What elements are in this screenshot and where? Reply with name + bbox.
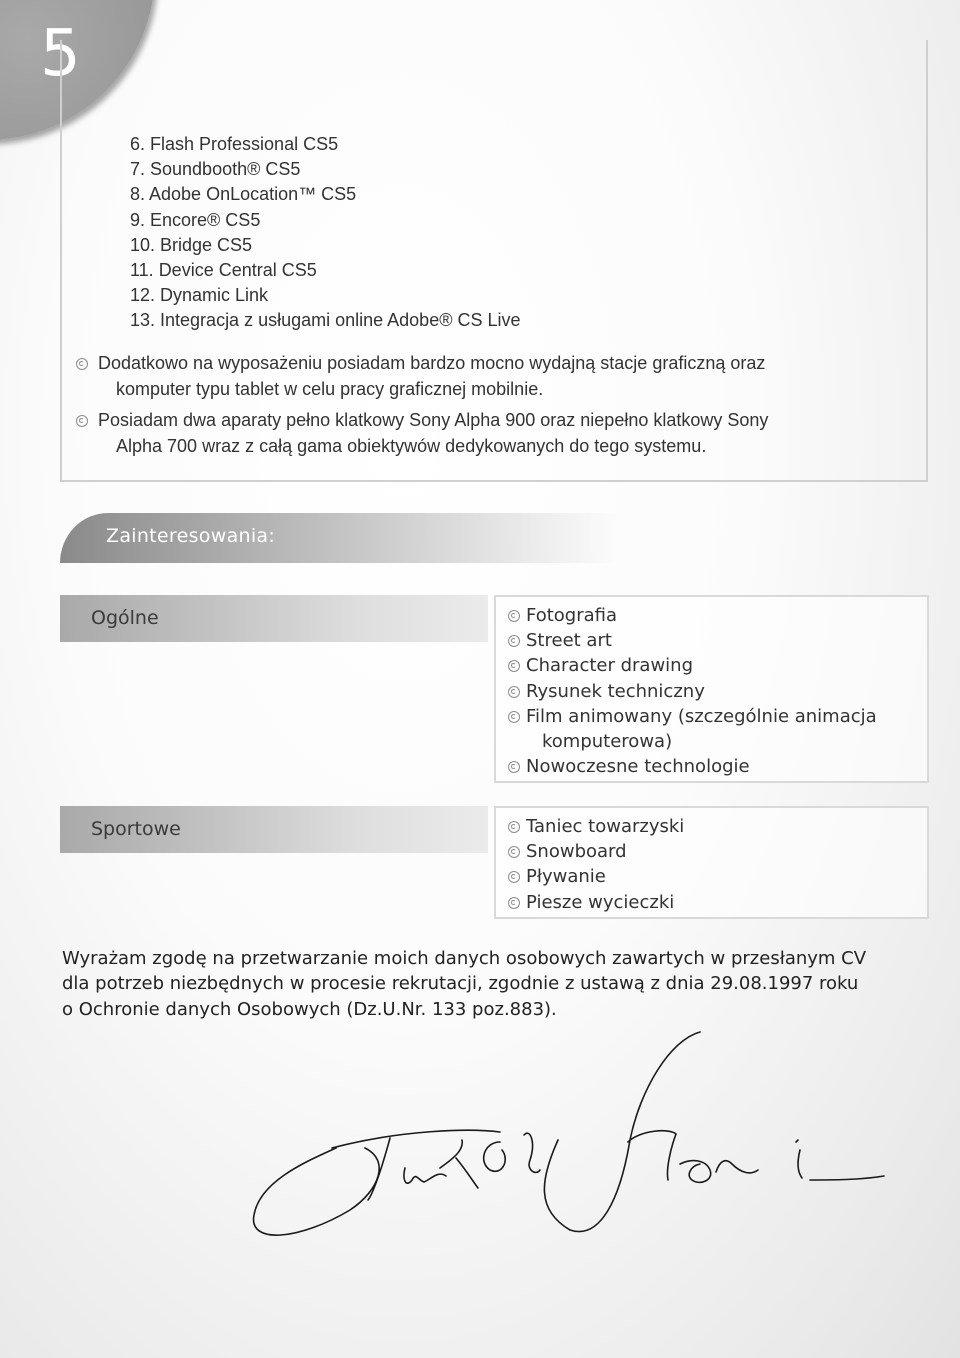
equipment-paragraphs (76, 351, 876, 465)
spiral-bullet-icon (508, 686, 520, 698)
list-item: 11. Device Central CS5 (130, 260, 317, 281)
list-item: Film animowany (szczególnie animacja komputerowa) (508, 704, 927, 754)
spiral-bullet-icon (508, 846, 520, 858)
list-item: 10. Bridge CS5 (130, 234, 253, 255)
bullet-paragraph: Dodatkowo na wyposażeniu posiadam bardzo mocno wydajną stacje graficzną oraz komputer typu tablet w celu pracy graficznej mobilnie. (76, 351, 876, 402)
list-item: Rysunek techniczny (508, 679, 927, 704)
sport-interests-box (494, 806, 929, 919)
list-item: 12. Dynamic Link (130, 285, 269, 306)
list-item: Nowoczesne technologie (508, 754, 927, 779)
list-item: 9. Encore® CS5 (130, 209, 261, 230)
spiral-bullet-icon (508, 660, 520, 672)
handwritten-signature (240, 1030, 900, 1290)
spiral-bullet-icon (76, 358, 88, 370)
interests-section-header (60, 513, 620, 563)
list-item: Piesze wycieczki (508, 890, 927, 915)
spiral-bullet-icon (508, 821, 520, 833)
general-interests-list (496, 597, 927, 779)
category-label-general: Ogólne (60, 595, 488, 642)
spiral-bullet-icon (508, 610, 520, 622)
page-number: 5 (40, 17, 81, 91)
sport-interests-list (496, 808, 927, 915)
spiral-bullet-icon (508, 635, 520, 647)
list-item: Pływanie (508, 864, 927, 889)
consent-clause: Wyrażam zgodę na przetwarzanie moich danych osobowych zawartych w przesłanym CV dla potrzeb niezbędnych w procesie rekrutacji, zgodnie z ustawą z dnia 29.08.1997 roku o Ochronie danych Osobowych (Dz.U.Nr. 133 poz.883). (62, 948, 867, 1020)
general-interests-box (494, 595, 929, 783)
list-item: Street art (508, 628, 927, 653)
list-item: 7. Soundbooth® CS5 (130, 159, 301, 180)
list-item: Taniec towarzyski (508, 814, 927, 839)
software-list (130, 132, 521, 334)
list-item: 8. Adobe OnLocation™ CS5 (130, 184, 357, 205)
section-title: Zainteresowania: (106, 525, 276, 547)
spiral-bullet-icon (76, 415, 88, 427)
spiral-bullet-icon (508, 761, 520, 773)
list-item: 13. Integracja z usługami online Adobe® CS Live (130, 310, 521, 331)
category-label-sport: Sportowe (60, 806, 488, 853)
list-item: Fotografia (508, 603, 927, 628)
list-item: 6. Flash Professional CS5 (130, 134, 339, 154)
list-item: Character drawing (508, 653, 927, 678)
spiral-bullet-icon (508, 897, 520, 909)
list-item: Snowboard (508, 839, 927, 864)
bullet-paragraph: Posiadam dwa aparaty pełno klatkowy Sony Alpha 900 oraz niepełno klatkowy Sony Alpha 700 wraz z całą gama obiektywów dedykowanych do tego systemu. (76, 408, 876, 459)
spiral-bullet-icon (508, 711, 520, 723)
spiral-bullet-icon (508, 871, 520, 883)
